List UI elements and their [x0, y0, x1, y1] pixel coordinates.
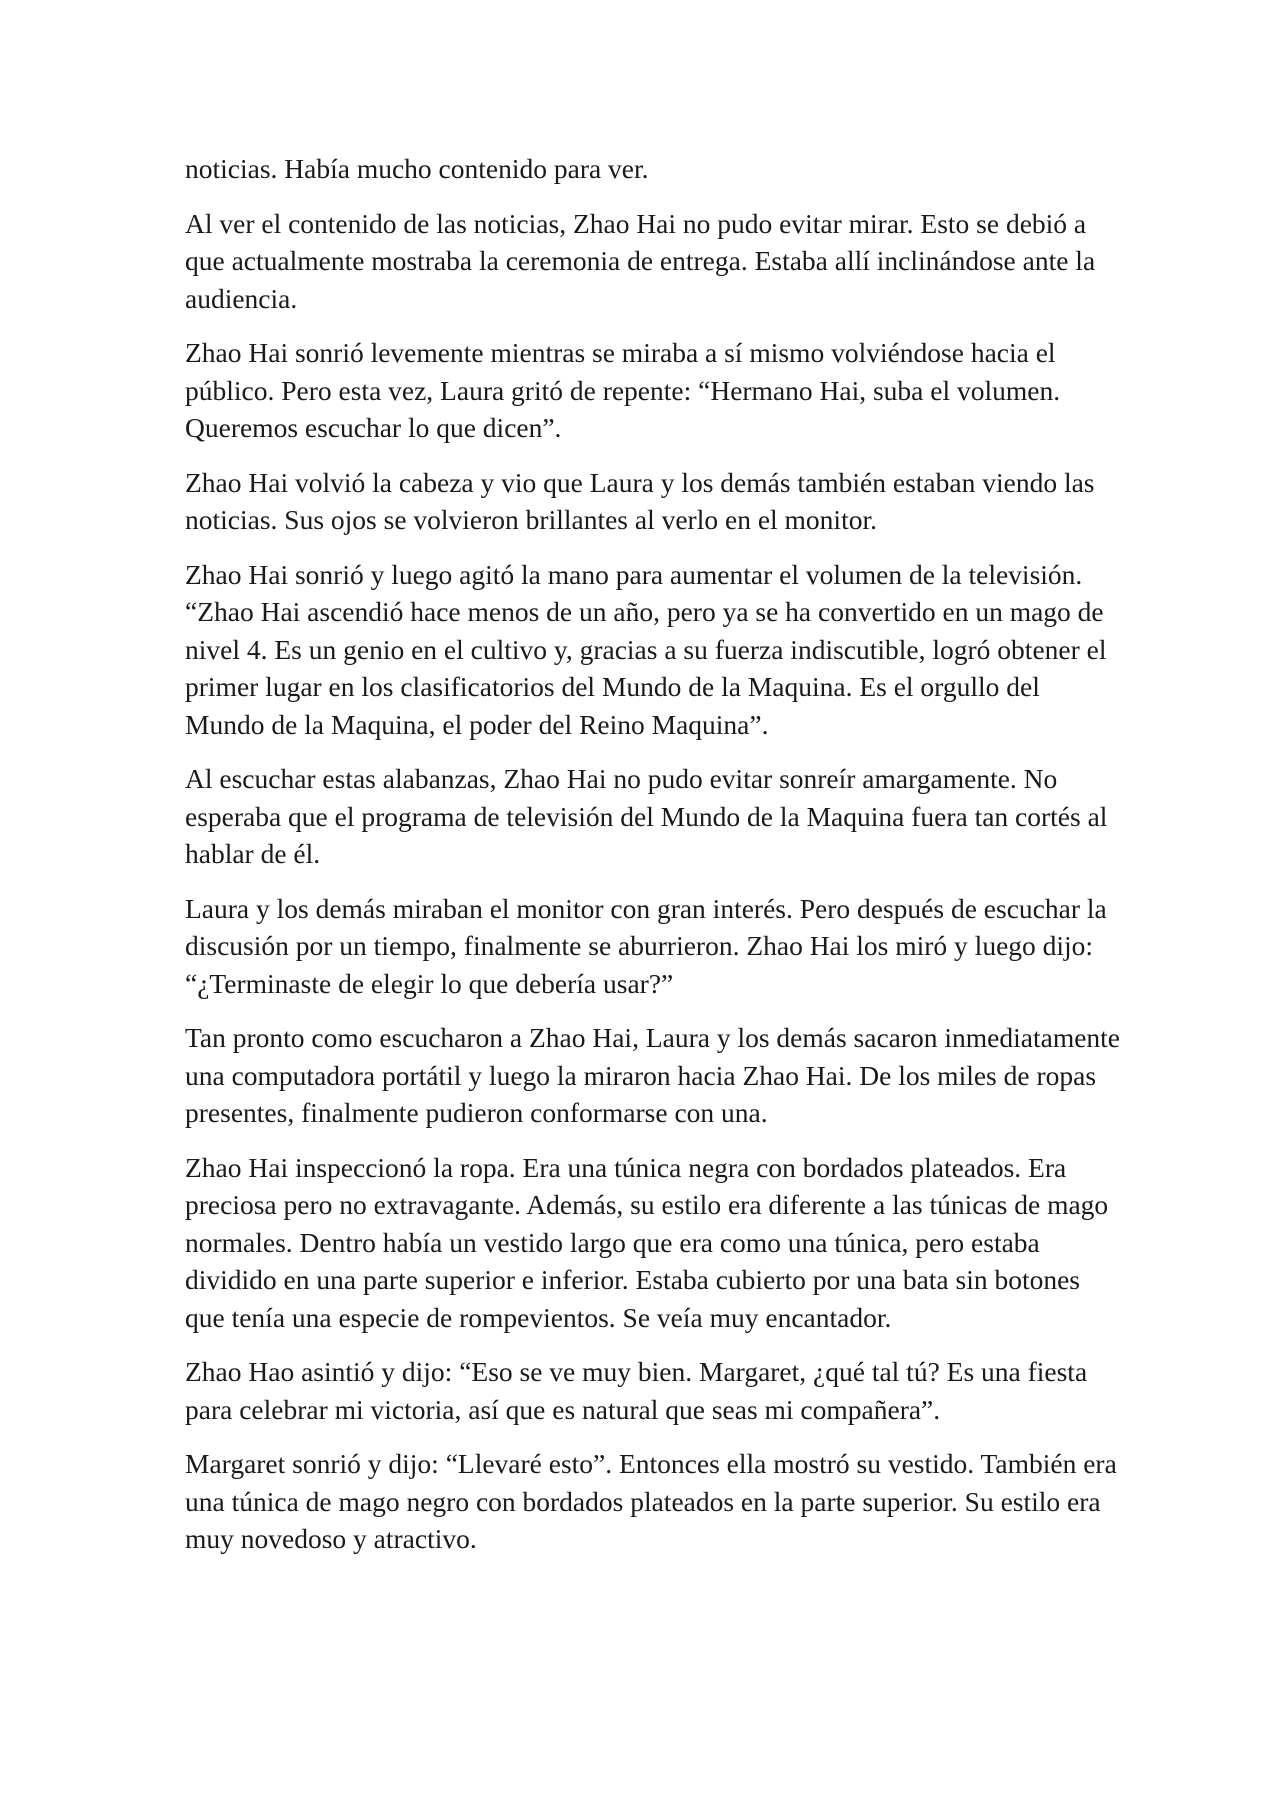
paragraph: Laura y los demás miraban el monitor con gran interés. Pero después de escuchar la discusión por un tiempo, finalmente se aburrieron. Zhao Hai los miró y luego dijo: “¿Terminaste de elegir lo que debería usar?” [185, 892, 1107, 999]
paragraph: Zhao Hai sonrió levemente mientras se miraba a sí mismo volviéndose hacia el público. Pero esta vez, Laura gritó de repente: “Hermano Hai, suba el volumen. Queremos escuchar lo que dicen”. [185, 337, 1061, 443]
paragraph: noticias. Había mucho contenido para ver. [185, 153, 649, 184]
paragraph: Al ver el contenido de las noticias, Zhao Hai no pudo evitar mirar. Esto se debió a que actualmente mostraba la ceremonia de entrega. Estaba allí inclinándose ante la audiencia. [185, 207, 1096, 314]
document-body [185, 150, 1120, 1575]
paragraph: Margaret sonrió y dijo: “Llevaré esto”. Entonces ella mostró su vestido. También era una túnica de mago negro con bordados plateados en la parte superior. Su estilo era muy novedoso y atractivo. [185, 1448, 1117, 1554]
paragraph: Tan pronto como escucharon a Zhao Hai, Laura y los demás sacaron inmediatamente una computadora portátil y luego la miraron hacia Zhao Hai. De los miles de ropas presentes, finalmente pudieron conformarse con una. [185, 1022, 1121, 1128]
paragraph: Zhao Hao asintió y dijo: “Eso se ve muy bien. Margaret, ¿qué tal tú? Es una fiesta para celebrar mi victoria, así que es natural que seas mi compañera”. [185, 1356, 1088, 1425]
paragraph: Zhao Hai sonrió y luego agitó la mano para aumentar el volumen de la televisión. “Zhao Hai ascendió hace menos de un año, pero ya se ha convertido en un mago de nivel 4. Es un genio en el cultivo y, gracias a su fuerza indiscutible, logró obtener el primer lugar en los clasificatorios del Mundo de la Maquina. Es el orgullo del Mundo de la Maquina, el poder del Reino Maquina”. [185, 558, 1107, 740]
paragraph: Zhao Hai inspeccionó la ropa. Era una túnica negra con bordados plateados. Era preciosa pero no extravagante. Además, su estilo era diferente a las túnicas de mago normales. Dentro había un vestido largo que era como una túnica, pero estaba dividido en una parte superior e inferior. Estaba cubierto por una bata sin botones que tenía una especie de rompevientos. Se veía muy encantador. [185, 1151, 1109, 1333]
paragraph: Al escuchar estas alabanzas, Zhao Hai no pudo evitar sonreír amargamente. No esperaba que el programa de televisión del Mundo de la Maquina fuera tan cortés al hablar de él. [185, 763, 1108, 869]
paragraph: Zhao Hai volvió la cabeza y vio que Laura y los demás también estaban viendo las noticias. Sus ojos se volvieron brillantes al verlo en el monitor. [185, 466, 1095, 535]
